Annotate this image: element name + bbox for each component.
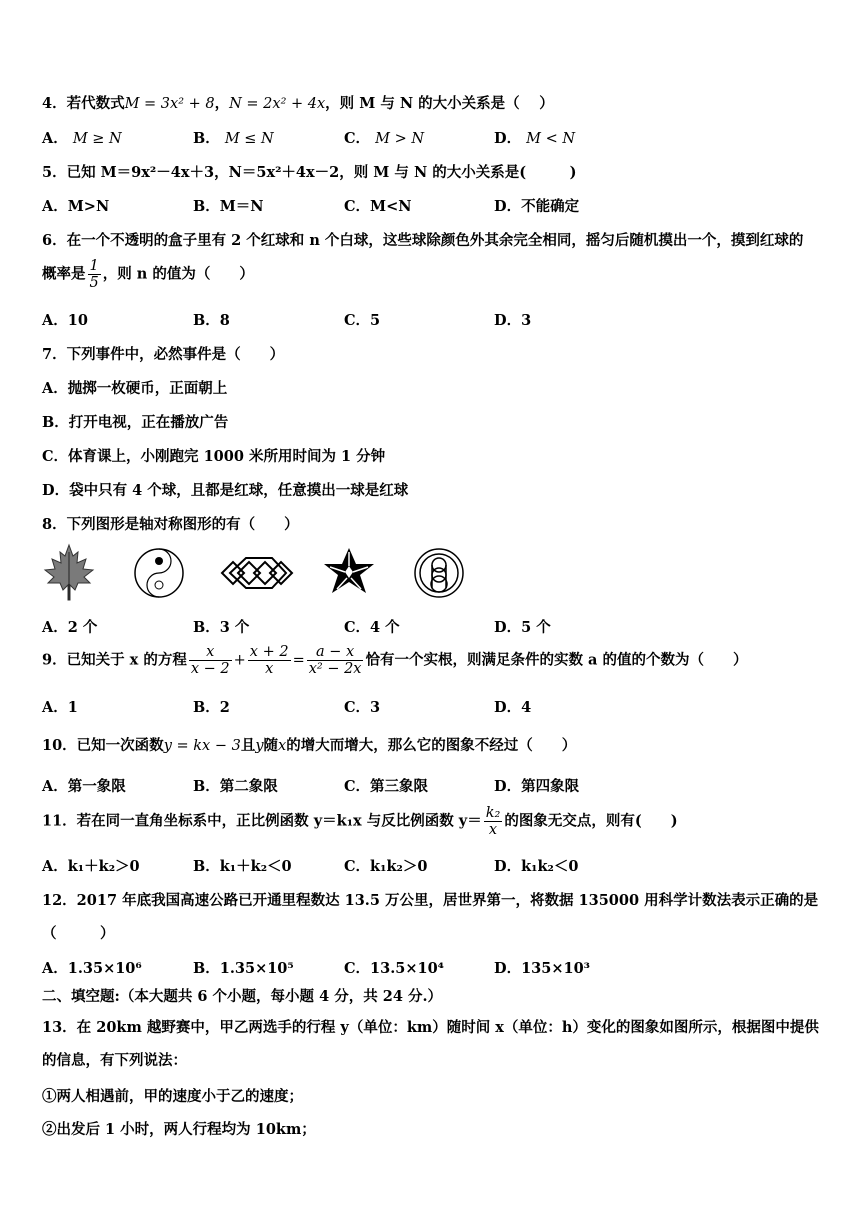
q10-stem: 10．已知一次函数y = kx − 3且y随x的增大而增大，那么它的图象不经过（ ） [42,737,577,754]
star-flower-icon [318,542,380,604]
q11-option-a: A．k₁＋k₂＞0 [42,858,140,875]
q13-stem-1: 13．在 20km 越野赛中，甲乙两选手的行程 y（单位：km）随时间 x（单位：h）变化的图象如图所示，根据图中提供 [42,1019,819,1036]
q7-option-c: C．体育课上，小刚跑完 1000 米所用时间为 1 分钟 [42,448,386,465]
q4-option-b: B． M ≤ N [193,130,274,147]
q6-option-c: C．5 [344,312,381,329]
q4-stem-pre: 4．若代数式 [42,95,125,112]
q12-option-d: D．135×10³ [494,960,591,977]
q9-fraction-1: $\frac{x}{x - 2}$ [190,644,230,677]
q9-option-c: C．3 [344,699,381,716]
q9-stem: 9．已知关于 x 的方程 $\frac{x}{x - 2}$ + $\frac{x + 2}{x}$ = $\frac{a - x}{\text{x² − 2x}}$ 恰有一个实根，则满足条件的实数 a 的值的个数为（ ） [42,644,748,677]
q11-stem: 11．若在同一直角坐标系中，正比例函数 y＝k₁x 与反比例函数 y＝ $\frac{\text{k₂}}{x}$ 的图象无交点，则有( ) [42,805,678,838]
q4-n-expr: N = 2x² + 4x [229,96,326,112]
q5-option-c: C．M<N [344,198,412,215]
q8-figures [38,542,468,604]
q10-option-c: C．第三象限 [344,778,429,795]
nested-circles-icon [410,542,468,604]
q12-option-b: B．1.35×10⁵ [193,960,294,977]
q4-stem [42,92,554,113]
q6-option-a: A．10 [42,312,88,329]
q10-option-d: D．第四象限 [494,778,580,795]
q8-stem: 8．下列图形是轴对称图形的有（ ） [42,516,299,533]
q8-option-d: D．5 个 [494,619,551,636]
q12-stem-1: 12．2017 年底我国高速公路已开通里程数达 13.5 万公里，居世界第一，将数据 135000 用科学计数法表示正确的是 [42,892,819,909]
yin-yang-icon [128,542,190,604]
q9-option-a: A．1 [42,699,78,716]
q10-option-a: A．第一象限 [42,778,126,795]
q5-option-b: B．M＝N [193,198,264,215]
q4-sep: ， [214,95,230,112]
q6-fraction: $\frac{1}{5}$ [89,258,99,291]
q9-fraction-2: $\frac{x + 2}{x}$ [249,644,289,677]
maple-leaf-icon [38,542,100,604]
q11-option-c: C．k₁k₂＞0 [344,858,428,875]
section-2-heading: 二、填空题:（本大题共 6 个小题，每小题 4 分，共 24 分.） [42,988,443,1005]
q6-option-b: B．8 [193,312,230,329]
q12-option-a: A．1.35×10⁶ [42,960,142,977]
q7-option-a: A．抛掷一枚硬币，正面朝上 [42,380,228,397]
q7-option-d: D．袋中只有 4 个球，且都是红球，任意摸出一球是红球 [42,482,409,499]
q4-option-d: D． M < N [494,130,576,147]
q6-stem-2: 概率是 $\frac{1}{5}$ ，则 n 的值为（ ） [42,258,254,291]
q12-option-c: C．13.5×10⁴ [344,960,445,977]
knot-pattern-icon [216,542,300,604]
q7-stem: 7．下列事件中，必然事件是（ ） [42,346,285,363]
q8-option-c: C．4 个 [344,619,400,636]
q7-option-b: B．打开电视，正在播放广告 [42,414,229,431]
q6-option-d: D．3 [494,312,532,329]
q13-stem-2: 的信息，有下列说法： [42,1052,187,1069]
q4-option-c: C． M > N [344,130,425,147]
q5-option-d: D．不能确定 [494,198,580,215]
q4-m-expr: M = 3x² + 8 [124,96,215,112]
q9-option-d: D．4 [494,699,532,716]
q9-option-b: B．2 [193,699,230,716]
q4-option-a: A． M ≥ N [42,130,122,147]
q9-fraction-3: $\frac{a - x}{\text{x² − 2x}}$ [308,644,362,677]
q11-fraction: $\frac{\text{k₂}}{x}$ [485,805,501,838]
q8-option-a: A．2 个 [42,619,98,636]
q13-item-1: ①两人相遇前，甲的速度小于乙的速度； [42,1088,303,1105]
q4-stem-post: ，则 M 与 N 的大小关系是（ ） [325,95,554,112]
q11-option-d: D．k₁k₂＜0 [494,858,579,875]
q10-option-b: B．第二象限 [193,778,278,795]
q5-option-a: A．M>N [42,198,110,215]
q5-stem: 5．已知 M＝9x²－4x＋3，N＝5x²＋4x－2，则 M 与 N 的大小关系是( ) [42,164,577,181]
q6-stem-1: 6．在一个不透明的盒子里有 2 个红球和 n 个白球，这些球除颜色外其余完全相同，摇匀后随机摸出一个，摸到红球的 [42,232,804,249]
q12-stem-2: （ ） [42,925,115,942]
q11-option-b: B．k₁＋k₂＜0 [193,858,292,875]
q8-option-b: B．3 个 [193,619,250,636]
q13-item-2: ②出发后 1 小时，两人行程均为 10km； [42,1121,316,1138]
